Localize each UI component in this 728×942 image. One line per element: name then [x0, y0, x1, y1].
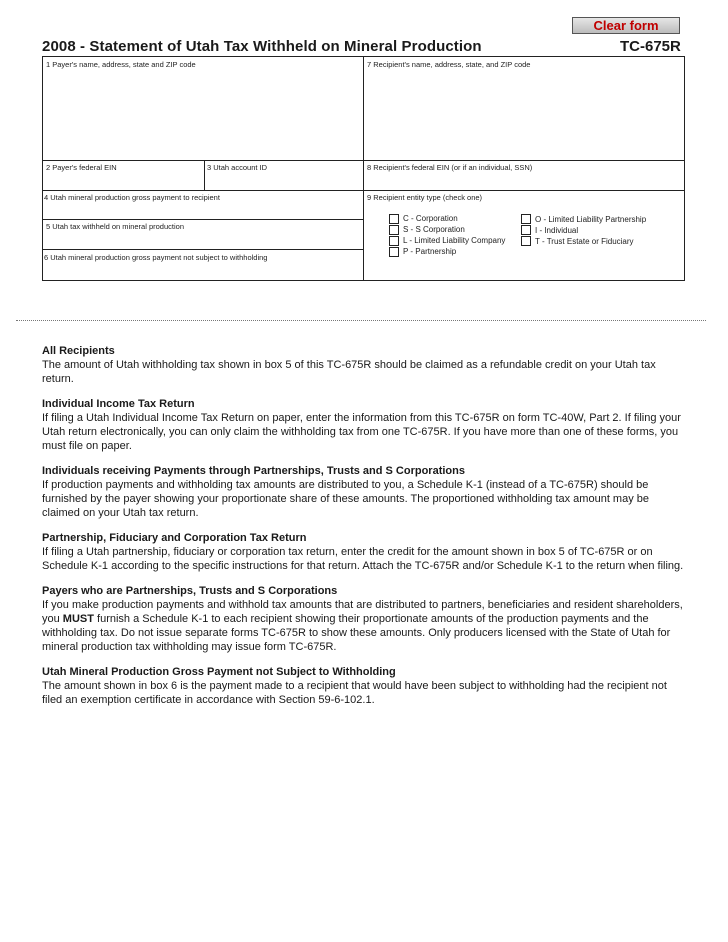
payment-not-subject-field[interactable]: 6 Utah mineral production gross payment not subject to withholding: [44, 253, 268, 262]
form-fields-box: [42, 56, 685, 281]
section-body: The amount of Utah withholding tax shown in box 5 of this TC-675R should be claimed as a refundable credit on your Utah tax return.: [42, 359, 656, 385]
payer-name-field[interactable]: 1 Payer's name, address, state and ZIP code: [46, 60, 196, 69]
section-body: If production payments and withholding tax amounts are distributed to you, a Schedule K-1 (instead of a TC-675R) should be furnished by the payer showing your proportionate share of these amounts. The proportioned withholding tax amount may be claimed on your Utah tax return.: [42, 479, 649, 519]
recipient-name-field[interactable]: 7 Recipient's name, address, state, and ZIP code: [367, 60, 531, 69]
utah-account-id-field[interactable]: 3 Utah account ID: [207, 163, 268, 172]
checkbox-llp[interactable]: [521, 214, 531, 224]
instructions: [42, 344, 688, 718]
section-heading: All Recipients: [42, 345, 115, 357]
instruction-section: [42, 531, 688, 573]
label-partnership: P - Partnership: [403, 247, 457, 256]
cut-line: [16, 320, 706, 321]
checkbox-partnership[interactable]: [389, 247, 399, 257]
instruction-section: [42, 397, 688, 453]
tax-withheld-field[interactable]: 5 Utah tax withheld on mineral production: [46, 222, 184, 231]
label-llp: O - Limited Liability Partnership: [535, 215, 647, 224]
body-text: If you make production payments and withhold tax amounts that are distributed to partners, beneficiaries and resident shareholders, you: [42, 599, 683, 625]
checkbox-individual[interactable]: [521, 225, 531, 235]
section-body: If filing a Utah partnership, fiduciary or corporation tax return, enter the credit for the amount shown in box 5 of TC-675R or on Schedule K-1 according to the specific instructions for that return. Attach the TC-675R and/or Schedule K-1 to the return when filing.: [42, 546, 684, 572]
payer-ein-field[interactable]: 2 Payer's federal EIN: [46, 163, 117, 172]
checkbox-trust-estate[interactable]: [521, 236, 531, 246]
instruction-section: [42, 665, 688, 707]
form-number: TC-675R: [620, 38, 681, 55]
form-title: 2008 - Statement of Utah Tax Withheld on Mineral Production: [42, 38, 482, 55]
section-heading: Utah Mineral Production Gross Payment not Subject to Withholding: [42, 666, 396, 678]
instruction-section: [42, 464, 688, 520]
body-text: furnish a Schedule K-1 to each recipient showing their proportionate amounts of the production payments and the withholding tax. Do not issue separate forms TC-675R to show these amounts. Only producers licensed with the State of Utah for mineral production tax withholding may issue form TC-675R.: [42, 613, 671, 653]
clear-form-button[interactable]: Clear form: [572, 17, 680, 34]
section-heading: Payers who are Partnerships, Trusts and S Corporations: [42, 585, 338, 597]
label-trust-estate: T - Trust Estate or Fiduciary: [535, 237, 634, 246]
label-c-corporation: C - Corporation: [403, 214, 458, 223]
section-heading: Individual Income Tax Return: [42, 398, 195, 410]
checkbox-s-corporation[interactable]: [389, 225, 399, 235]
recipient-ein-field[interactable]: 8 Recipient's federal EIN (or if an individual, SSN): [367, 163, 533, 172]
instruction-section: [42, 584, 688, 654]
entity-type-label: 9 Recipient entity type (check one): [367, 193, 483, 202]
section-heading: Individuals receiving Payments through Partnerships, Trusts and S Corporations: [42, 465, 465, 477]
gross-payment-field[interactable]: 4 Utah mineral production gross payment to recipient: [44, 193, 220, 202]
label-llc: L - Limited Liability Company: [403, 236, 506, 245]
instruction-section: [42, 344, 688, 386]
emphasis-text: MUST: [62, 613, 94, 625]
label-s-corporation: S - S Corporation: [403, 225, 465, 234]
section-body: If filing a Utah Individual Income Tax Return on paper, enter the information from this TC-675R on form TC-40W, Part 2. If filing your Utah return electronically, you can only claim the withholding tax from one TC-675R. If you have more than one of these forms, you must file on paper.: [42, 412, 681, 452]
section-body: [42, 598, 688, 654]
checkbox-c-corporation[interactable]: [389, 214, 399, 224]
checkbox-llc[interactable]: [389, 236, 399, 246]
label-individual: I - Individual: [535, 226, 579, 235]
section-heading: Partnership, Fiduciary and Corporation Tax Return: [42, 532, 307, 544]
section-body: The amount shown in box 6 is the payment made to a recipient that would have been subject to withholding had the recipient not filed an exemption certificate in accordance with Section 59-6-102.1.: [42, 680, 667, 706]
